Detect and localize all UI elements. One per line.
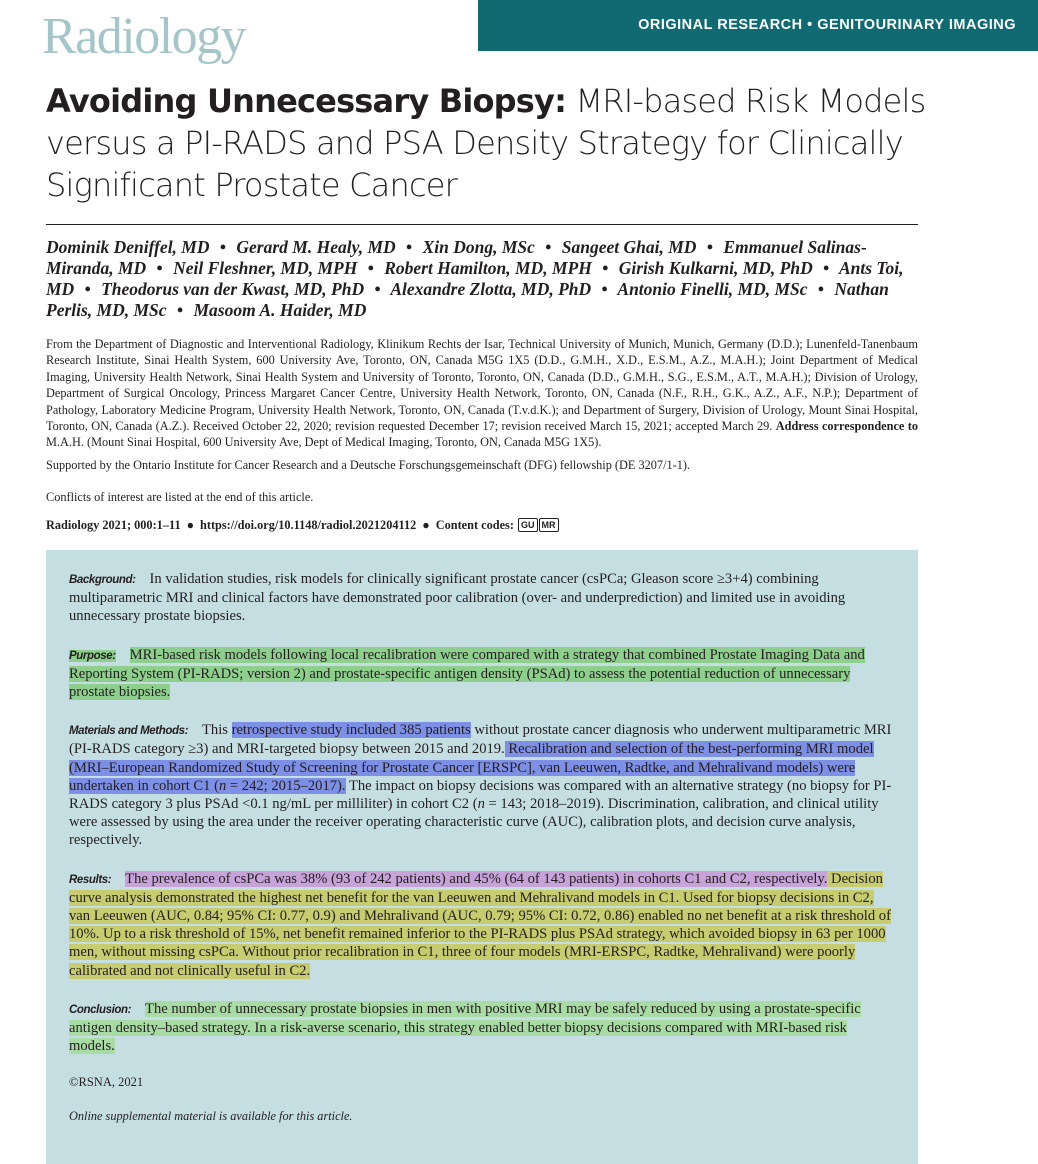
author-name: Antonio Finelli, MD, MSc <box>617 279 808 299</box>
journal-logo: Radiology <box>42 8 246 65</box>
correspondence-label: Address correspondence to <box>775 419 918 434</box>
author-separator: • <box>176 300 184 320</box>
methods-text-3a: The impact on biopsy decisions was compared with an alternative strategy (no biopsy for PI-RADS category 3 plus PSAd <0.1 ng/mL per milliliter) in cohort C2 ( <box>69 777 892 813</box>
author-name: Dominik Deniffel, MD <box>46 237 210 257</box>
author-name: Ants Toi, MD <box>46 258 904 299</box>
methods-text-3b: = 143; 2018–2019). Discrimination, calibration, and clinical utility were assessed by using the area under the receiver operating characteristic curve (AUC), calibration plots, and decision curve analysis, respectively. <box>69 796 879 849</box>
author-name: Xin Dong, MSc <box>422 237 535 257</box>
methods-text-2: without prostate cancer diagnosis who underwent multiparametric MRI (PI-RADS category ≥3) and MRI-targeted biopsy between 2015 and 2019. <box>69 722 892 758</box>
abstract-box <box>46 550 918 1164</box>
author-separator: • <box>601 279 608 299</box>
author-name: Robert Hamilton, MD, MPH <box>384 258 592 278</box>
article-title <box>46 80 926 206</box>
methods-highlight-2b: = 242; 2015–2017). <box>226 777 346 794</box>
affiliations <box>46 336 918 451</box>
affiliations-text: From the Department of Diagnostic and Interventional Radiology, Klinikum Rechts der Isar, Technical University of Munich, Munich, Germany (D.D.); Lunenfeld-Tanenbaum Research Institute, Sinai Health System, 600 University Ave, Toronto, ON, Canada M5G 1X5 (D.D., G.M.H., X.D., E.S.M., A.Z., M.A.H.); Joint Department of Medical Imaging, University Health Network, Sinai Health System and University of Toronto, Toronto, ON, Canada (D.D., G.M.H., S.G., E.S.M., A.T., M.A.H.); Division of Urology, Department of Surgical Oncology, Princess Margaret Cancer Centre, University Health Network, Toronto, ON, Canada (N.F., R.H., G.K., A.Z., A.F., N.P.); Department of Pathology, Laboratory Medicine Program, University Health Network, Toronto, ON, Canada (T.v.d.K.); and Department of Surgery, Division of Urology, Mount Sinai Hospital, Toronto, ON, Canada (A.Z.). Received October 22, 2020; revision requested December 17; revision received March 15, 2021; accepted March 29. <box>46 337 918 434</box>
author-name: Gerard M. Healy, MD <box>236 237 396 257</box>
author-name: Emmanuel Salinas-Miranda, MD <box>46 237 867 278</box>
author-separator: • <box>545 237 552 257</box>
content-code-mr: MR <box>539 518 559 532</box>
abstract-purpose <box>69 646 896 702</box>
author-name: Alexandre Zlotta, MD, PhD <box>390 279 592 299</box>
author-name: Girish Kulkarni, MD, PhD <box>618 258 813 278</box>
doi-link[interactable]: https://doi.org/10.1148/radiol.2021204112 <box>200 518 417 532</box>
conclusion-label: Conclusion: <box>69 1003 132 1016</box>
author-separator: • <box>823 258 830 278</box>
content-codes-label: Content codes: <box>435 518 514 532</box>
abstract-background <box>69 570 896 626</box>
author-separator: • <box>602 258 609 278</box>
bullet-separator: ● <box>422 518 430 532</box>
supplemental-note: Online supplemental material is available for this article. <box>69 1109 353 1124</box>
citation-line <box>46 516 918 534</box>
title-rest: MRI-based Risk Models versus a PI-RADS and PSA Density Strategy for Clinically Significant Prostate Cancer <box>46 82 926 204</box>
methods-label: Materials and Methods: <box>69 725 188 738</box>
content-code-gu: GU <box>518 518 538 532</box>
conflicts-statement: Conflicts of interest are listed at the end of this article. <box>46 490 314 504</box>
results-label: Results: <box>69 873 112 886</box>
copyright: ©RSNA, 2021 <box>69 1075 144 1090</box>
methods-n-2: n <box>477 796 485 813</box>
author-separator: • <box>219 237 227 257</box>
methods-highlight-1: retrospective study included 385 patients <box>231 722 471 739</box>
author-list <box>46 237 918 321</box>
title-divider <box>46 224 918 225</box>
abstract-results <box>69 870 896 980</box>
author-separator: • <box>817 279 825 299</box>
funding-statement: Supported by the Ontario Institute for Cancer Research and a Deutsche Forschungsgemeinschaft (DFG) fellowship (DE 3207/1-1). <box>46 458 691 472</box>
section-banner: ORIGINAL RESEARCH • GENITOURINARY IMAGING <box>478 0 1038 51</box>
conclusion-text: The number of unnecessary prostate biopsies in men with positive MRI may be safely reduced by using a prostate-specific antigen density–based strategy. In a risk-averse scenario, this strategy enabled better biopsy decisions compared with MRI-based risk models. <box>69 1000 861 1055</box>
results-highlight-2: Decision curve analysis demonstrated the highest net benefit for the van Leeuwen and Mehralivand models in C1. Used for biopsy decisions in C2, van Leeuwen (AUC, 0.84; 95% CI: 0.77, 0.9) and Mehralivand (AUC, 0.79; 95% CI: 0.72, 0.86) enabled no net benefit at a risk threshold of 10%. Up to a risk threshold of 15%, net benefit remained inferior to the PI-RADS plus PSAd strategy, which avoided biopsy in 63 per 1000 men, without missing csPCa. Without prior recalibration in C1, three of four models (MRI-ERSPC, Radtke, Mehralivand) were poorly calibrated and not clinically useful in C2. <box>69 870 891 979</box>
author-separator: • <box>156 258 163 278</box>
methods-highlight-2a: Recalibration and selection of the best-performing MRI model (MRI–European Randomized Study of Screening for Prostate Cancer [ERSPC], van Leeuwen, Radtke, and Mehralivand models) were undertaken in cohort C1 ( <box>69 741 874 794</box>
methods-text-1: This <box>202 722 232 739</box>
author-name: Theodorus van der Kwast, MD, PhD <box>101 279 365 299</box>
citation: Radiology 2021; 000:1–11 <box>46 518 181 532</box>
abstract-methods <box>69 721 896 849</box>
methods-n-1: n <box>218 777 227 794</box>
author-name: Sangeet Ghai, MD <box>561 237 697 257</box>
correspondence-text: M.A.H. (Mount Sinai Hospital, 600 University Ave, Dept of Medical Imaging, Toronto, ON, Canada M5G 1X5). <box>46 435 602 450</box>
results-highlight-1: The prevalence of csPCa was 38% (93 of 242 patients) and 45% (64 of 143 patients) in cohorts C1 and C2, respectively. <box>125 870 828 887</box>
bullet-separator: ● <box>186 518 195 532</box>
author-separator: • <box>406 237 413 257</box>
author-separator: • <box>367 258 374 278</box>
background-text: In validation studies, risk models for clinically significant prostate cancer (csPCa; Gleason score ≥3+4) combining multiparametric MRI and clinical factors have demonstrated poor calibration (over- and underprediction) and limited use in avoiding unnecessary prostate biopsies. <box>69 571 846 625</box>
abstract-conclusion <box>69 1000 896 1056</box>
author-name: Neil Fleshner, MD, MPH <box>173 258 358 278</box>
author-name: Nathan Perlis, MD, MSc <box>46 279 889 320</box>
author-separator: • <box>706 237 713 257</box>
author-name: Masoom A. Haider, MD <box>193 300 367 320</box>
purpose-label: Purpose: <box>69 649 116 662</box>
author-separator: • <box>84 279 91 299</box>
title-bold: Avoiding Unnecessary Biopsy: <box>46 82 567 120</box>
background-label: Background: <box>69 574 136 586</box>
author-separator: • <box>374 279 381 299</box>
purpose-text: MRI-based risk models following local recalibration were compared with a strategy that combined Prostate Imaging Data and Reporting System (PI-RADS; version 2) and prostate-specific antigen density (PSAd) to assess the potential reduction of unnecessary prostate biopsies. <box>69 646 865 701</box>
